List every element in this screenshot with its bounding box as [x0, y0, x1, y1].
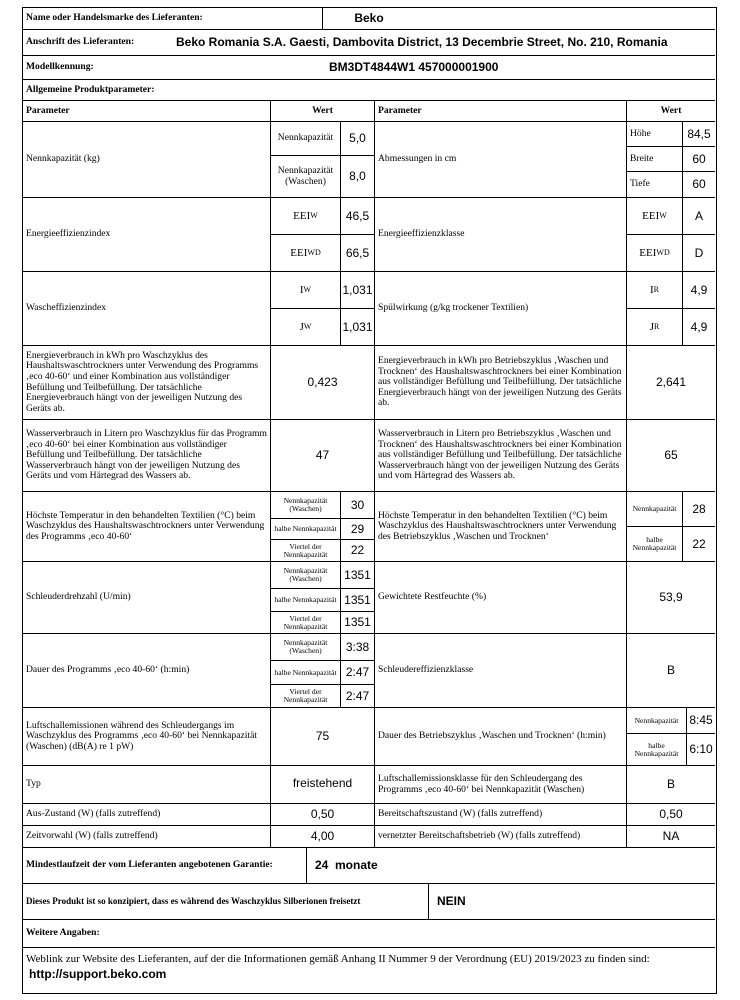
silver-ions-label: Dieses Produkt ist so konzipiert, dass es während des Waschzyklus Silberionen freisetzt — [23, 884, 429, 920]
weblink-text: Weblink zur Website des Lieferanten, auf der die Informationen gemäß Anhang II Nummer 9 der Verordnung (EU) 2019/2023 zu finden sind: — [26, 953, 650, 965]
supplier-label: Name oder Handelsmarke des Lieferanten: — [23, 8, 323, 30]
address-value: Beko Romania S.A. Gaesti, Dambovita District, 13 Decembrie Street, No. 210, Romania — [173, 30, 715, 56]
capacity-sub-rated: Nennkapazität — [271, 122, 341, 156]
weblink-url[interactable]: http://support.beko.com — [29, 967, 167, 981]
energy-consumption-wd-label: Energieverbrauch in kWh pro Betriebszyklus ‚Waschen und Trocknen‘ des Haushaltswaschtrockners bei einer Kombination aus vollständiger Befüllung und Teilbefüllung. Der tatsächliche Energieverbrauch hängt von der jeweiligen Nutzung des Geräts ab. — [375, 346, 627, 420]
temp-wd-value-half: 22 — [683, 527, 715, 562]
eei-w-label: EEI W — [271, 198, 341, 235]
temp-wd-sub-rated: Nennkapazität — [627, 492, 683, 527]
spin-value-quarter: 1351 — [341, 612, 375, 634]
general-params-label: Allgemeine Produktparameter: — [23, 80, 715, 101]
wash-iw-value: 1,031 — [341, 272, 375, 309]
energy-class-w-label: EEI W — [627, 198, 683, 235]
capacity-label: Nennkapazität (kg) — [23, 122, 271, 198]
model-label: Modellkennung: — [23, 56, 173, 80]
energy-class-wd-label: EEI WD — [627, 235, 683, 272]
wash-jw-label: J W — [271, 309, 341, 346]
eei-wd-value: 66,5 — [341, 235, 375, 272]
rinsing-ir-value: 4,9 — [683, 272, 715, 309]
energy-class-label: Energieeffizienzklasse — [375, 198, 627, 272]
wash-jw-value: 1,031 — [341, 309, 375, 346]
rinsing-label: Spülwirkung (g/kg trockener Textilien) — [375, 272, 627, 346]
off-mode-value: 0,50 — [271, 804, 375, 826]
product-information-sheet — [22, 7, 717, 994]
max-temperature-wd-label: Höchste Temperatur in den behandelten Textilien (°C) beim Waschzyklus des Haushaltswaschtrockners unter Verwendung des Betriebszyklus ‚Waschen und Trocknen‘ — [375, 492, 627, 562]
wd-duration-label: Dauer des Betriebszyklus ‚Waschen und Trocknen‘ (h:min) — [375, 708, 627, 766]
water-consumption-label: Wasserverbrauch in Litern pro Waschzyklus für das Programm ‚eco 40-60‘ bei einer Kombination aus vollständiger Befüllung und Teilbefüllung. Der tatsächliche Wasserverbrauch hängt von der jeweiligen Nutzung des Geräts und vom Härtegrad des Wassers ab. — [23, 420, 271, 492]
type-value: freistehend — [271, 766, 375, 804]
standby-label: Bereitschaftszustand (W) (falls zutreffend) — [375, 804, 627, 826]
dimensions-label: Abmessungen in cm — [375, 122, 627, 198]
temp-wd-sub-half: halbe Nennkapazität — [627, 527, 683, 562]
wd-duration-value-half: 6:10 — [687, 734, 715, 766]
height-label: Höhe — [627, 122, 683, 147]
duration-sub-half: halbe Nennkapazität — [271, 661, 341, 685]
programme-duration-label: Dauer des Programms ‚eco 40-60‘ (h:min) — [23, 634, 271, 708]
temp-value-quarter: 22 — [341, 540, 375, 562]
capacity-value-washing: 8,0 — [341, 156, 375, 198]
type-label: Typ — [23, 766, 271, 804]
wd-duration-sub-rated: Nennkapazität — [627, 708, 687, 734]
energy-class-wd-value: D — [683, 235, 715, 272]
wash-iw-label: I W — [271, 272, 341, 309]
address-label: Anschrift des Lieferanten: — [23, 30, 179, 56]
eei-w-value: 46,5 — [341, 198, 375, 235]
eei-label: Energieeffizienzindex — [23, 198, 271, 272]
networked-standby-label: vernetzter Bereitschaftsbetrieb (W) (falls zutreffend) — [375, 826, 627, 848]
col-parameter-left: Parameter — [23, 101, 271, 122]
rinsing-jr-label: J R — [627, 309, 683, 346]
delay-start-label: Zeitvorwahl (W) (falls zutreffend) — [23, 826, 271, 848]
duration-sub-quarter: Viertel der Nennkapazität — [271, 685, 341, 708]
temp-sub-half: halbe Nennkapazität — [271, 519, 341, 540]
water-consumption-value: 47 — [271, 420, 375, 492]
weblink-block — [23, 948, 715, 992]
spin-value-half: 1351 — [341, 589, 375, 612]
col-value-right: Wert — [627, 101, 715, 122]
residual-moisture-label: Gewichtete Restfeuchte (%) — [375, 562, 627, 634]
silver-ions-value: NEIN — [429, 884, 715, 920]
rinsing-ir-label: I R — [627, 272, 683, 309]
energy-consumption-value: 0,423 — [271, 346, 375, 420]
spin-efficiency-class-value: B — [627, 634, 715, 708]
delay-start-value: 4,00 — [271, 826, 375, 848]
off-mode-label: Aus-Zustand (W) (falls zutreffend) — [23, 804, 271, 826]
capacity-value-rated: 5,0 — [341, 122, 375, 156]
spin-speed-label: Schleuderdrehzahl (U/min) — [23, 562, 271, 634]
col-parameter-right: Parameter — [375, 101, 627, 122]
eei-wd-label: EEI WD — [271, 235, 341, 272]
width-label: Breite — [627, 147, 683, 172]
spin-sub-rated: Nennkapazität (Waschen) — [271, 562, 341, 589]
col-value-left: Wert — [271, 101, 375, 122]
spin-sub-quarter: Viertel der Nennkapazität — [271, 612, 341, 634]
spin-value-rated: 1351 — [341, 562, 375, 589]
warranty-value: 24 monate — [307, 848, 715, 884]
depth-value: 60 — [683, 172, 715, 198]
model-value: BM3DT4844W1 457000001900 — [173, 56, 715, 80]
residual-moisture-value: 53,9 — [627, 562, 715, 634]
capacity-sub-washing: Nennkapazität (Waschen) — [271, 156, 341, 198]
duration-value-quarter: 2:47 — [341, 685, 375, 708]
energy-consumption-wd-value: 2,641 — [627, 346, 715, 420]
duration-sub-rated: Nennkapazität (Waschen) — [271, 634, 341, 661]
energy-consumption-label: Energieverbrauch in kWh pro Waschzyklus des Haushaltswaschtrockners unter Verwendung des Programms ‚eco 40-60‘ und einer Kombination aus vollständiger Befüllung und Teilbefüllung. Der tatsächliche Energieverbrauch hängt von der jeweiligen Nutzung des Geräts ab. — [23, 346, 271, 420]
networked-standby-value: NA — [627, 826, 715, 848]
temp-wd-value-rated: 28 — [683, 492, 715, 527]
further-info-label: Weitere Angaben: — [23, 920, 715, 948]
temp-value-rated: 30 — [341, 492, 375, 519]
standby-value: 0,50 — [627, 804, 715, 826]
energy-class-w-value: A — [683, 198, 715, 235]
wd-duration-sub-half: halbe Nennkapazität — [627, 734, 687, 766]
water-consumption-wd-label: Wasserverbrauch in Litern pro Betriebszyklus ‚Waschen und Trocknen‘ des Haushaltswaschtrockners bei einer Kombination aus vollständiger Befüllung und Teilbefüllung. Der tatsächliche Wasserverbrauch hängt von der jeweiligen Nutzung des Geräts und vom Härtegrad des Wassers ab. — [375, 420, 627, 492]
rinsing-jr-value: 4,9 — [683, 309, 715, 346]
height-value: 84,5 — [683, 122, 715, 147]
wash-efficiency-label: Wascheffizienzindex — [23, 272, 271, 346]
temp-value-half: 29 — [341, 519, 375, 540]
noise-class-value: B — [627, 766, 715, 804]
warranty-label: Mindestlaufzeit der vom Lieferanten angebotenen Garantie: — [23, 848, 307, 884]
width-value: 60 — [683, 147, 715, 172]
depth-label: Tiefe — [627, 172, 683, 198]
max-temperature-label: Höchste Temperatur in den behandelten Textilien (°C) beim Waschzyklus des Haushaltswaschtrockners unter Verwendung des Programms ‚eco 40-60‘ — [23, 492, 271, 562]
noise-class-label: Luftschallemissionsklasse für den Schleudergang des Programms ‚eco 40-60‘ bei Nennkapazität (Waschen) — [375, 766, 627, 804]
spin-efficiency-class-label: Schleudereffizienzklasse — [375, 634, 627, 708]
duration-value-half: 2:47 — [341, 661, 375, 685]
supplier-value: Beko — [23, 8, 715, 30]
noise-emission-value: 75 — [271, 708, 375, 766]
water-consumption-wd-value: 65 — [627, 420, 715, 492]
spin-sub-half: halbe Nennkapazität — [271, 589, 341, 612]
temp-sub-rated: Nennkapazität (Waschen) — [271, 492, 341, 519]
temp-sub-quarter: Viertel der Nennkapazität — [271, 540, 341, 562]
noise-emission-label: Luftschallemissionen während des Schleudergangs im Waschzyklus des Programms ‚eco 40-60‘ bei Nennkapazität (Waschen) (dB(A) re 1 pW) — [23, 708, 271, 766]
wd-duration-value-rated: 8:45 — [687, 708, 715, 734]
duration-value-rated: 3:38 — [341, 634, 375, 661]
